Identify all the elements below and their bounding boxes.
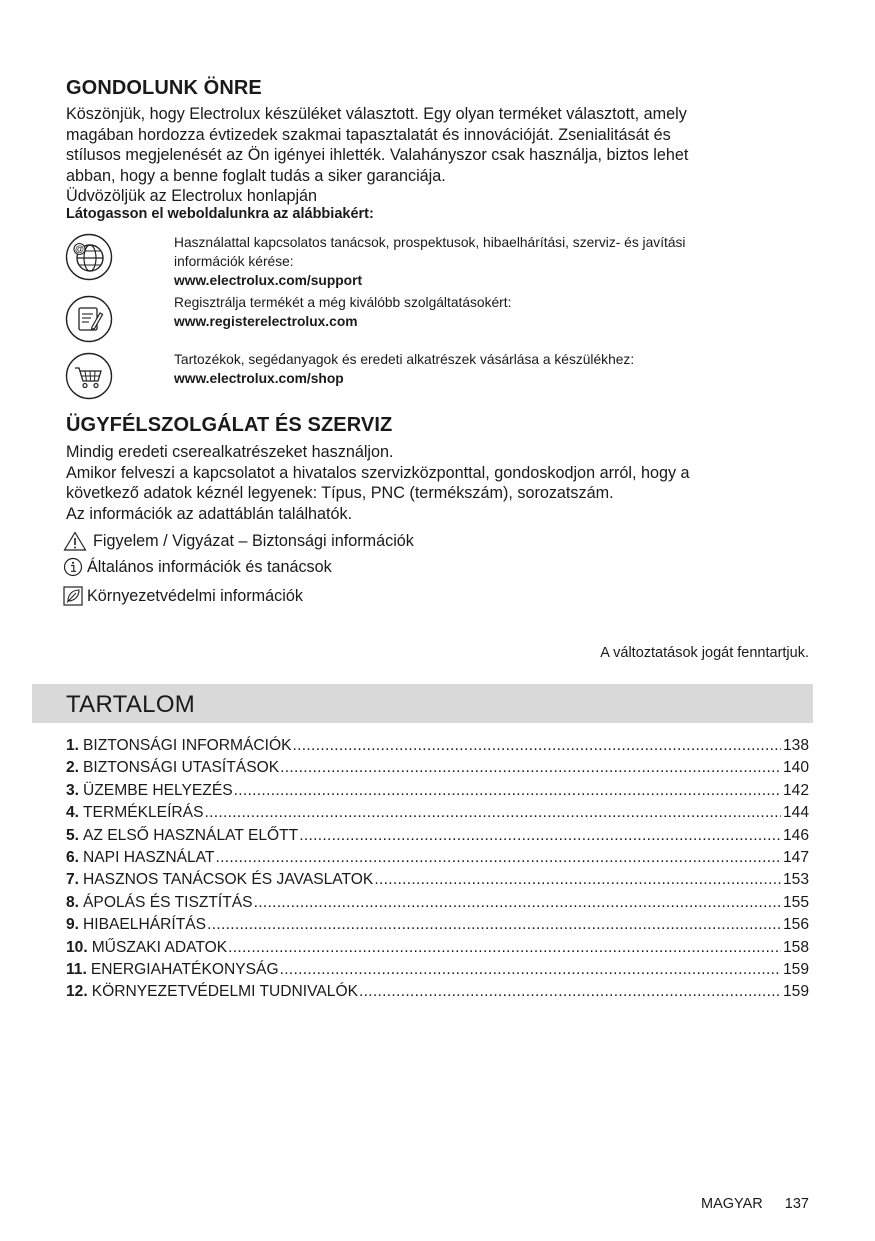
toc-label: ÜZEMBE HELYEZÉS — [83, 781, 233, 799]
toc-label: AZ ELSŐ HASZNÁLAT ELŐTT — [83, 826, 299, 844]
toc-num: 12. — [66, 983, 88, 1001]
toc-title: TARTALOM — [66, 691, 196, 718]
toc-page: 155 — [782, 893, 809, 911]
shopping-cart-icon — [65, 352, 113, 400]
toc-page: 158 — [782, 938, 809, 956]
toc-entry[interactable] — [66, 780, 809, 802]
toc-label: HASZNOS TANÁCSOK ÉS JAVASLATOK — [83, 871, 374, 889]
toc-leader — [293, 735, 781, 757]
toc-entry[interactable] — [66, 869, 809, 891]
toc-entry[interactable] — [66, 735, 809, 757]
registration-link[interactable]: www.registerelectrolux.com — [174, 314, 358, 329]
body-line: abban, hogy a benne foglalt tudás a siker garanciája. — [66, 166, 446, 185]
body-line: következő adatok kéznél legyenek: Típus, PNC (termékszám), sorozatszám. — [66, 484, 614, 502]
toc-page: 159 — [782, 983, 809, 1001]
toc-leader — [215, 847, 781, 869]
toc-entry[interactable] — [66, 892, 809, 914]
symbol-info-row — [63, 556, 332, 578]
support-info — [174, 233, 814, 290]
toc-num: 11. — [66, 961, 87, 979]
body-line: Köszönjük, hogy Electrolux készüléket választott. Egy olyan terméket választott, amely — [66, 105, 687, 123]
body-line: Amikor felveszi a kapcsolatot a hivatalos szervizközponttal, gondoskodjon arról, hogy a — [66, 463, 690, 482]
toc-entry[interactable] — [66, 937, 809, 959]
toc-label: KÖRNYEZETVÉDELMI TUDNIVALÓK — [91, 983, 358, 1001]
toc-num: 1. — [66, 737, 80, 754]
section-title-customer-service: ÜGYFÉLSZOLGÁLAT ÉS SZERVIZ — [66, 414, 393, 436]
toc-num: 6. — [66, 849, 80, 867]
toc-num: 8. — [66, 893, 80, 911]
toc-label: ENERGIAHATÉKONYSÁG — [90, 961, 279, 979]
toc-leader — [299, 825, 781, 847]
globe-at-icon — [65, 233, 113, 281]
toc-label: TERMÉKLEÍRÁS — [83, 804, 204, 822]
toc-num: 3. — [66, 781, 80, 799]
section2-body — [66, 442, 806, 524]
body-line: Az információk az adattáblán találhatók. — [66, 504, 353, 523]
shop-link[interactable]: www.electrolux.com/shop — [174, 371, 344, 386]
footer-language: MAGYAR — [701, 1196, 763, 1212]
body-line: stílusos megjelenését az Ön igényei ihlették. Valahányszor csak használja, biztos lehet — [66, 146, 689, 164]
toc-leader — [234, 780, 781, 802]
footer-page-number: 137 — [784, 1196, 809, 1212]
toc-leader — [280, 959, 781, 981]
toc-leader — [228, 937, 781, 959]
toc-leader — [207, 914, 781, 936]
table-of-contents — [66, 735, 809, 1004]
toc-page: 147 — [782, 849, 809, 867]
toc-label: ÁPOLÁS ÉS TISZTÍTÁS — [83, 893, 253, 911]
toc-num: 5. — [66, 826, 80, 844]
toc-leader — [254, 892, 781, 914]
toc-label: MŰSZAKI ADATOK — [91, 938, 228, 956]
section-title-thinking-of-you: GONDOLUNK ÖNRE — [66, 77, 262, 99]
toc-label: BIZTONSÁGI INFORMÁCIÓK — [83, 737, 292, 754]
page-footer — [701, 1196, 809, 1212]
body-line: Mindig eredeti cserealkatrészeket használjon. — [66, 443, 394, 461]
toc-entry[interactable] — [66, 802, 809, 824]
visit-website-heading: Látogasson el weboldalunkra az alábbiakért: — [66, 206, 374, 222]
symbol-warning-label: Figyelem / Vigyázat – Biztonsági információk — [93, 532, 414, 550]
toc-page: 156 — [782, 916, 809, 934]
toc-page: 144 — [782, 804, 809, 822]
leaf-box-icon — [63, 586, 83, 606]
toc-page: 138 — [782, 737, 809, 754]
toc-entry[interactable] — [66, 914, 809, 936]
shop-desc: Tartozékok, segédanyagok és eredeti alkatrészek vásárlása a készülékhez: — [174, 352, 635, 367]
support-desc: Használattal kapcsolatos tanácsok, prospektusok, hibaelhárítási, szerviz- és javítási — [174, 235, 686, 250]
toc-leader — [359, 981, 781, 1003]
symbol-info-label: Általános információk és tanácsok — [87, 558, 332, 576]
shop-info — [174, 350, 814, 388]
toc-label: HIBAELHÁRÍTÁS — [83, 916, 207, 934]
support-link[interactable]: www.electrolux.com/support — [174, 273, 363, 288]
toc-num: 10. — [66, 938, 88, 956]
toc-header-bar — [32, 684, 813, 723]
toc-num: 7. — [66, 871, 80, 889]
toc-leader — [280, 757, 781, 779]
symbol-environment-label: Környezetvédelmi információk — [87, 587, 303, 605]
toc-num: 4. — [66, 804, 80, 822]
toc-leader — [204, 802, 781, 824]
toc-num: 2. — [66, 759, 80, 777]
toc-page: 140 — [782, 759, 809, 777]
symbol-warning-row — [63, 530, 414, 552]
toc-entry[interactable] — [66, 757, 809, 779]
toc-leader — [374, 869, 781, 891]
rights-reserved-note: A változtatások jogát fenntartjuk. — [600, 645, 809, 661]
toc-page: 159 — [782, 961, 809, 979]
registration-form-icon — [65, 295, 113, 343]
toc-num: 9. — [66, 916, 80, 934]
toc-entry[interactable] — [66, 981, 809, 1003]
registration-info — [174, 293, 814, 331]
symbol-environment-row — [63, 585, 303, 607]
svg-text:@: @ — [75, 244, 84, 255]
section1-body — [66, 104, 806, 207]
toc-page: 142 — [782, 781, 809, 799]
body-line: Üdvözöljük az Electrolux honlapján — [66, 187, 318, 205]
toc-page: 153 — [782, 871, 809, 889]
toc-label: BIZTONSÁGI UTASÍTÁSOK — [83, 759, 280, 777]
warning-triangle-icon — [63, 531, 87, 551]
support-desc: információk kérése: — [174, 254, 294, 269]
body-line: magában hordozza évtizedek szakmai tapasztalatát és innovációját. Zsenialitását és — [66, 125, 671, 144]
toc-page: 146 — [782, 826, 809, 844]
info-circle-icon — [63, 557, 83, 577]
toc-entry[interactable] — [66, 825, 809, 847]
toc-entry[interactable] — [66, 847, 809, 869]
toc-label: NAPI HASZNÁLAT — [83, 849, 215, 867]
registration-desc: Regisztrálja termékét a még kiválóbb szolgáltatásokért: — [174, 295, 512, 310]
toc-entry[interactable] — [66, 959, 809, 981]
